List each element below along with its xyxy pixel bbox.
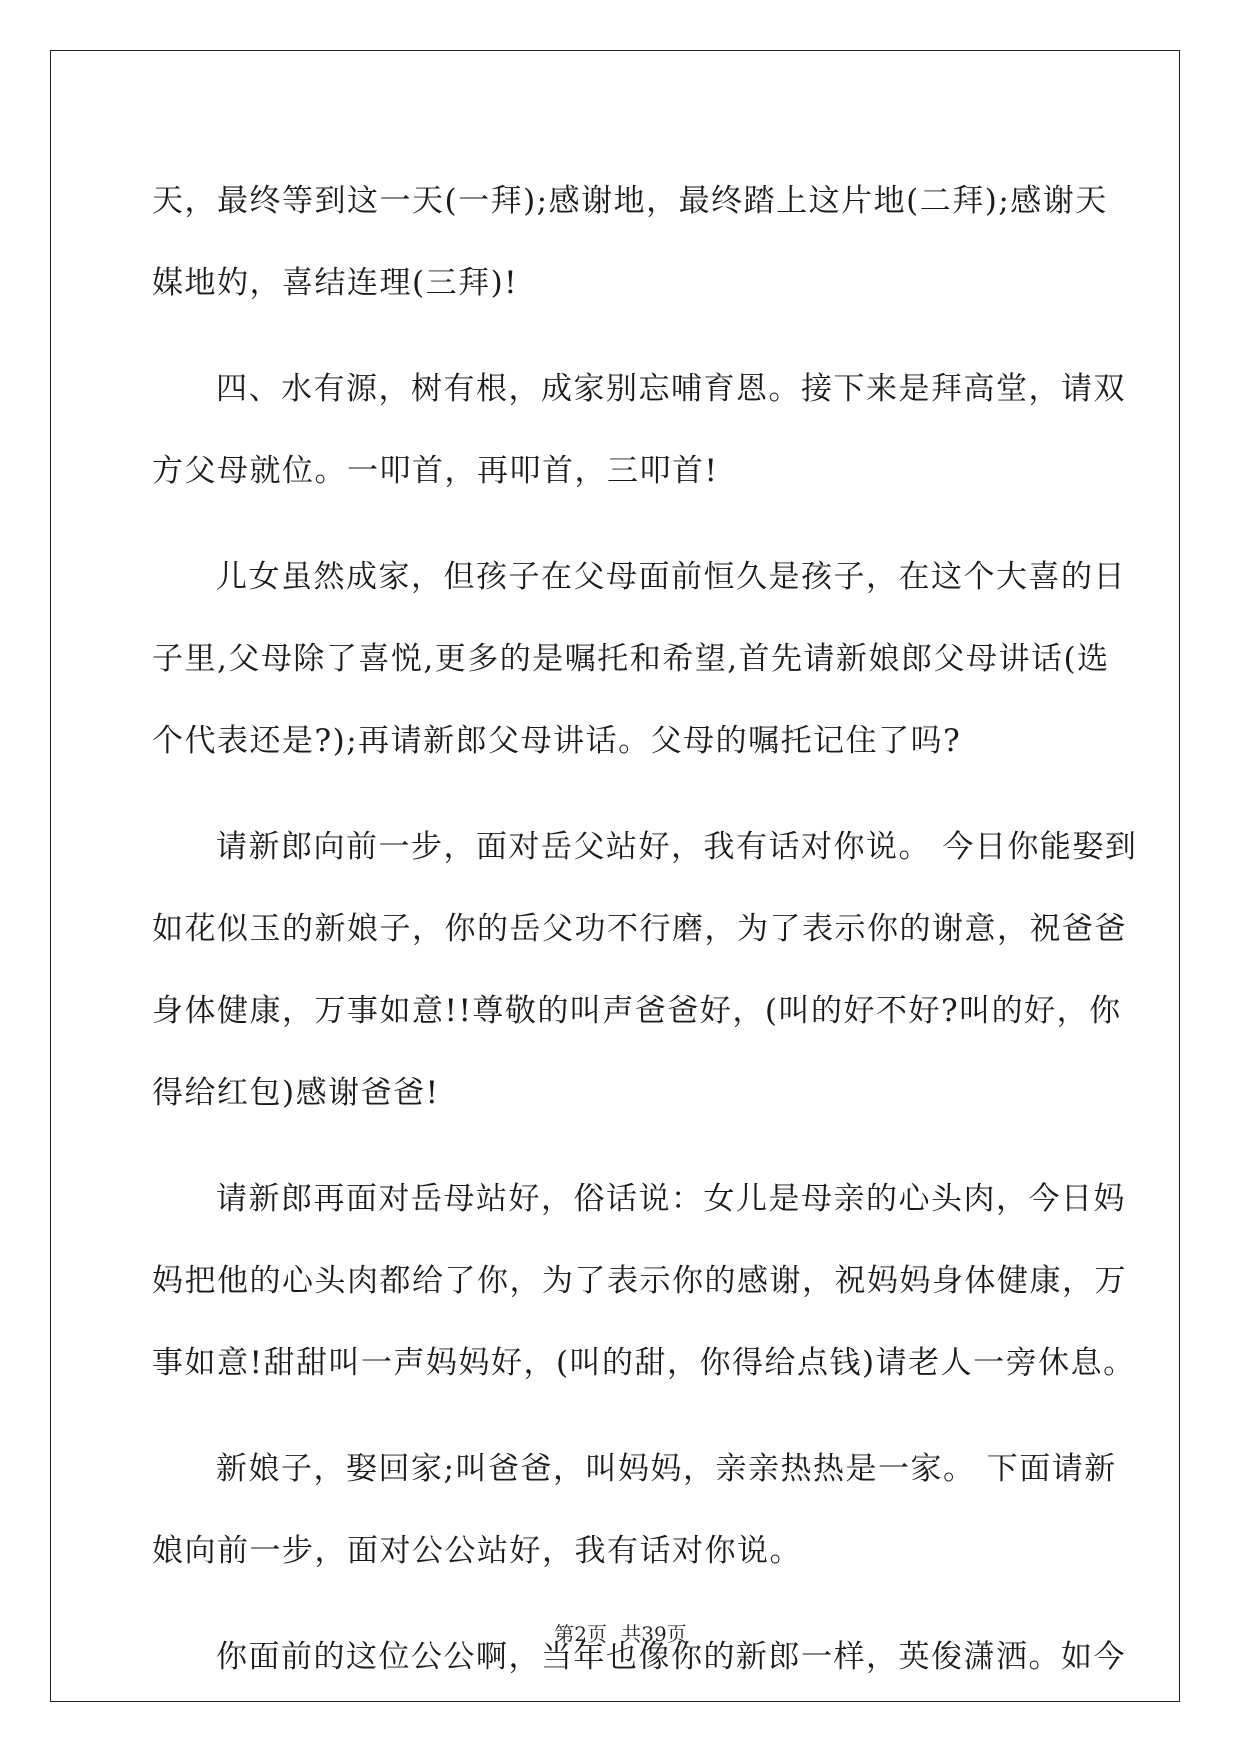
text-line: 如花似玉的新娘子，你的岳父功不行磨，为了表示你的谢意，祝爸爸 (152, 911, 1127, 947)
paragraph (152, 348, 1126, 512)
text-line: 媒地妁，喜结连理(三拜)! (152, 265, 519, 301)
document-body (152, 160, 1138, 1722)
text-line: 个代表还是?);再请新郎父母讲话。父母的嘱托记住了吗? (152, 723, 962, 759)
page-number: 第2页 (554, 1622, 607, 1646)
text-line: 新娘子，娶回家;叫爸爸，叫妈妈，亲亲热热是一家。 下面请新 (216, 1451, 1117, 1487)
text-line: 身体健康，万事如意!!尊敬的叫声爸爸好，(叫的好不好?叫的好，你 (152, 993, 1122, 1029)
text-line: 请新郎向前一步，面对岳父站好，我有话对你说。 今日你能娶到 (216, 829, 1138, 865)
page-total: 共39页 (621, 1622, 687, 1646)
text-line: 妈把他的心头肉都给了你，为了表示你的感谢，祝妈妈身体健康，万 (152, 1263, 1127, 1299)
text-line: 请新郎再面对岳母站好，俗话说：女儿是母亲的心头肉，今日妈 (216, 1181, 1126, 1217)
text-line: 子里,父母除了喜悦,更多的是嘱托和希望,首先请新娘郎父母讲话(选 (152, 641, 1110, 677)
paragraph (152, 1428, 1117, 1592)
text-line: 儿女虽然成家，但孩子在父母面前恒久是孩子，在这个大喜的日 (216, 559, 1126, 595)
text-line: 得给红包)感谢爸爸! (152, 1075, 440, 1111)
paragraph (152, 160, 1108, 324)
page-footer (0, 1618, 1241, 1647)
text-line: 娘向前一步，面对公公站好，我有话对你说。 (152, 1533, 802, 1569)
text-line: 方父母就位。一叩首，再叩首，三叩首! (152, 453, 719, 489)
text-line: 你面前的这位公公啊，当年也像你的新郎一样，英俊潇洒。如今 (216, 1639, 1126, 1675)
text-line: 天，最终等到这一天(一拜);感谢地，最终踏上这片地(二拜);感谢天 (152, 183, 1108, 219)
text-line: 事如意!甜甜叫一声妈妈好，(叫的甜，你得给点钱)请老人一旁休息。 (152, 1345, 1136, 1381)
paragraph (152, 1158, 1136, 1404)
text-line: 四、水有源，树有根，成家别忘哺育恩。接下来是拜高堂，请双 (216, 371, 1126, 407)
paragraph (152, 536, 1126, 782)
paragraph (152, 806, 1138, 1134)
